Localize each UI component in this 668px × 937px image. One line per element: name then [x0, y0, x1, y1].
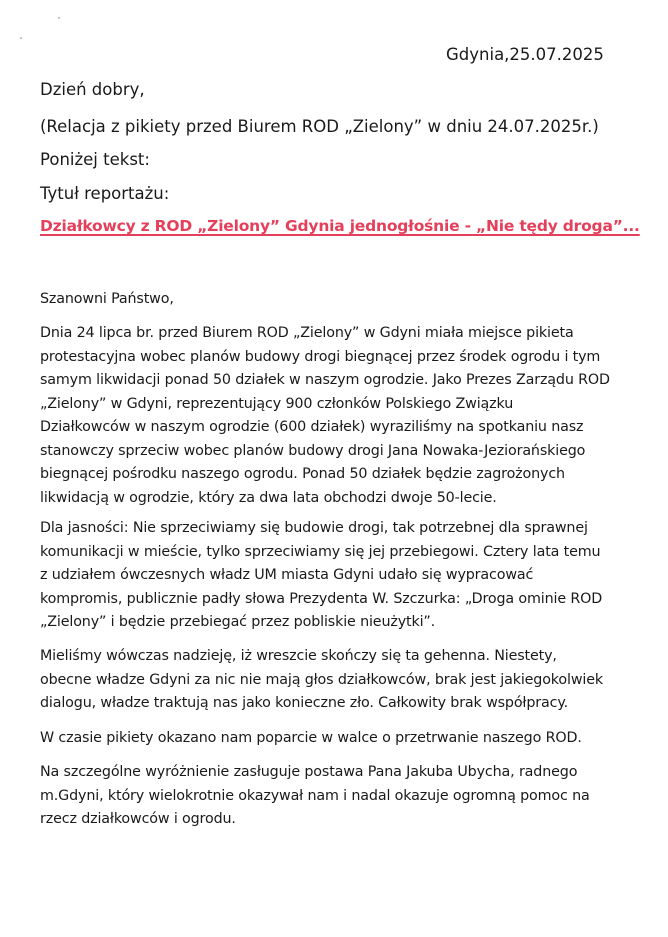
paragraph-line: W czasie pikiety okazano nam poparcie w walce o przetrwanie naszego ROD. — [40, 730, 582, 746]
paragraph-line: protestacyjna wobec planów budowy drogi biegnącej przez środek ogrodu i tym — [40, 348, 601, 365]
paragraph-line: Dnia 24 lipca br. przed Biurem ROD „Zielony” w Gdyni miała miejsce pikieta — [40, 325, 574, 341]
paragraph-line: dialogu, władze traktują nas jako konieczne zło. Całkowity brak współpracy. — [40, 695, 568, 711]
report-title: Działkowcy z ROD „Zielony” Gdynia jednogłośnie - „Nie tędy droga”... — [40, 217, 640, 235]
paragraph-line: stanowczy sprzeciw wobec planów budowy drogi Jana Nowaka-Jeziorańskiego — [40, 442, 586, 459]
paragraph-line: Działkowców w naszym ogrodzie (600 działek) wyraziliśmy na spotkaniu nasz — [40, 419, 584, 435]
paragraph-line: m.Gdyni, który wielokrotnie okazywał nam i nadal okazuje ogromną pomoc na — [40, 787, 590, 804]
paragraph-5 — [40, 761, 640, 832]
report-title-label: Tytuł reportażu: — [40, 184, 170, 203]
salutation-text: Szanowni Państwo, — [40, 291, 174, 307]
greeting: Dzień dobry, — [40, 80, 145, 99]
paragraph-line: likwidacją w ogrodzie, który za dwa lata obchodzi dwoje 50-lecie. — [40, 489, 497, 506]
paragraph-1 — [40, 322, 640, 510]
paragraph-line: Mieliśmy wówczas nadzieję, iż wreszcie skończy się ta gehenna. Niestety, — [40, 648, 557, 664]
paragraph-line: Na szczególne wyróżnienie zasługuje postawa Pana Jakuba Ubycha, radnego — [40, 764, 578, 780]
scan-speck — [20, 37, 22, 39]
paragraph-line: kompromis, publicznie padły słowa Prezydenta W. Szczurka: „Droga ominie ROD — [40, 590, 603, 607]
paragraph-4 — [40, 727, 640, 751]
paragraph-line: obecne władze Gdyni za nic nie mają głos działkowców, brak jest jakiegokolwiek — [40, 671, 603, 688]
paragraph-3 — [40, 645, 640, 716]
letter-date: Gdynia,25.07.2025 — [446, 45, 604, 64]
paragraph-line: samym likwidacji ponad 50 działek w naszym ogrodzie. Jako Prezes Zarządu ROD — [40, 372, 610, 388]
paragraph-line: z udziałem ówczesnych władz UM miasta Gdyni udało się wypracować — [40, 567, 534, 583]
salutation — [40, 288, 640, 312]
paragraph-line: biegnącej pośrodku naszego ogrodu. Ponad 50 działek będzie zagrożonych — [40, 466, 565, 482]
paragraph-line: komunikacji w mieście, tylko sprzeciwiamy się jej przebiegowi. Cztery lata temu — [40, 543, 601, 560]
paragraph-2 — [40, 517, 640, 635]
relation-note: (Relacja z pikiety przed Biurem ROD „Zielony” w dniu 24.07.2025r.) — [40, 117, 599, 136]
paragraph-line: „Zielony” i będzie przebiegać przez pobliskie nieużytki”. — [40, 614, 436, 630]
scan-speck — [58, 17, 60, 19]
paragraph-line: Dla jasności: Nie sprzeciwiamy się budowie drogi, tak potrzebnej dla sprawnej — [40, 520, 588, 536]
paragraph-line: „Zielony” w Gdyni, reprezentujący 900 członków Polskiego Związku — [40, 395, 514, 412]
paragraph-line: rzecz działkowców i ogrodu. — [40, 811, 236, 827]
below-text-label: Poniżej tekst: — [40, 150, 150, 169]
